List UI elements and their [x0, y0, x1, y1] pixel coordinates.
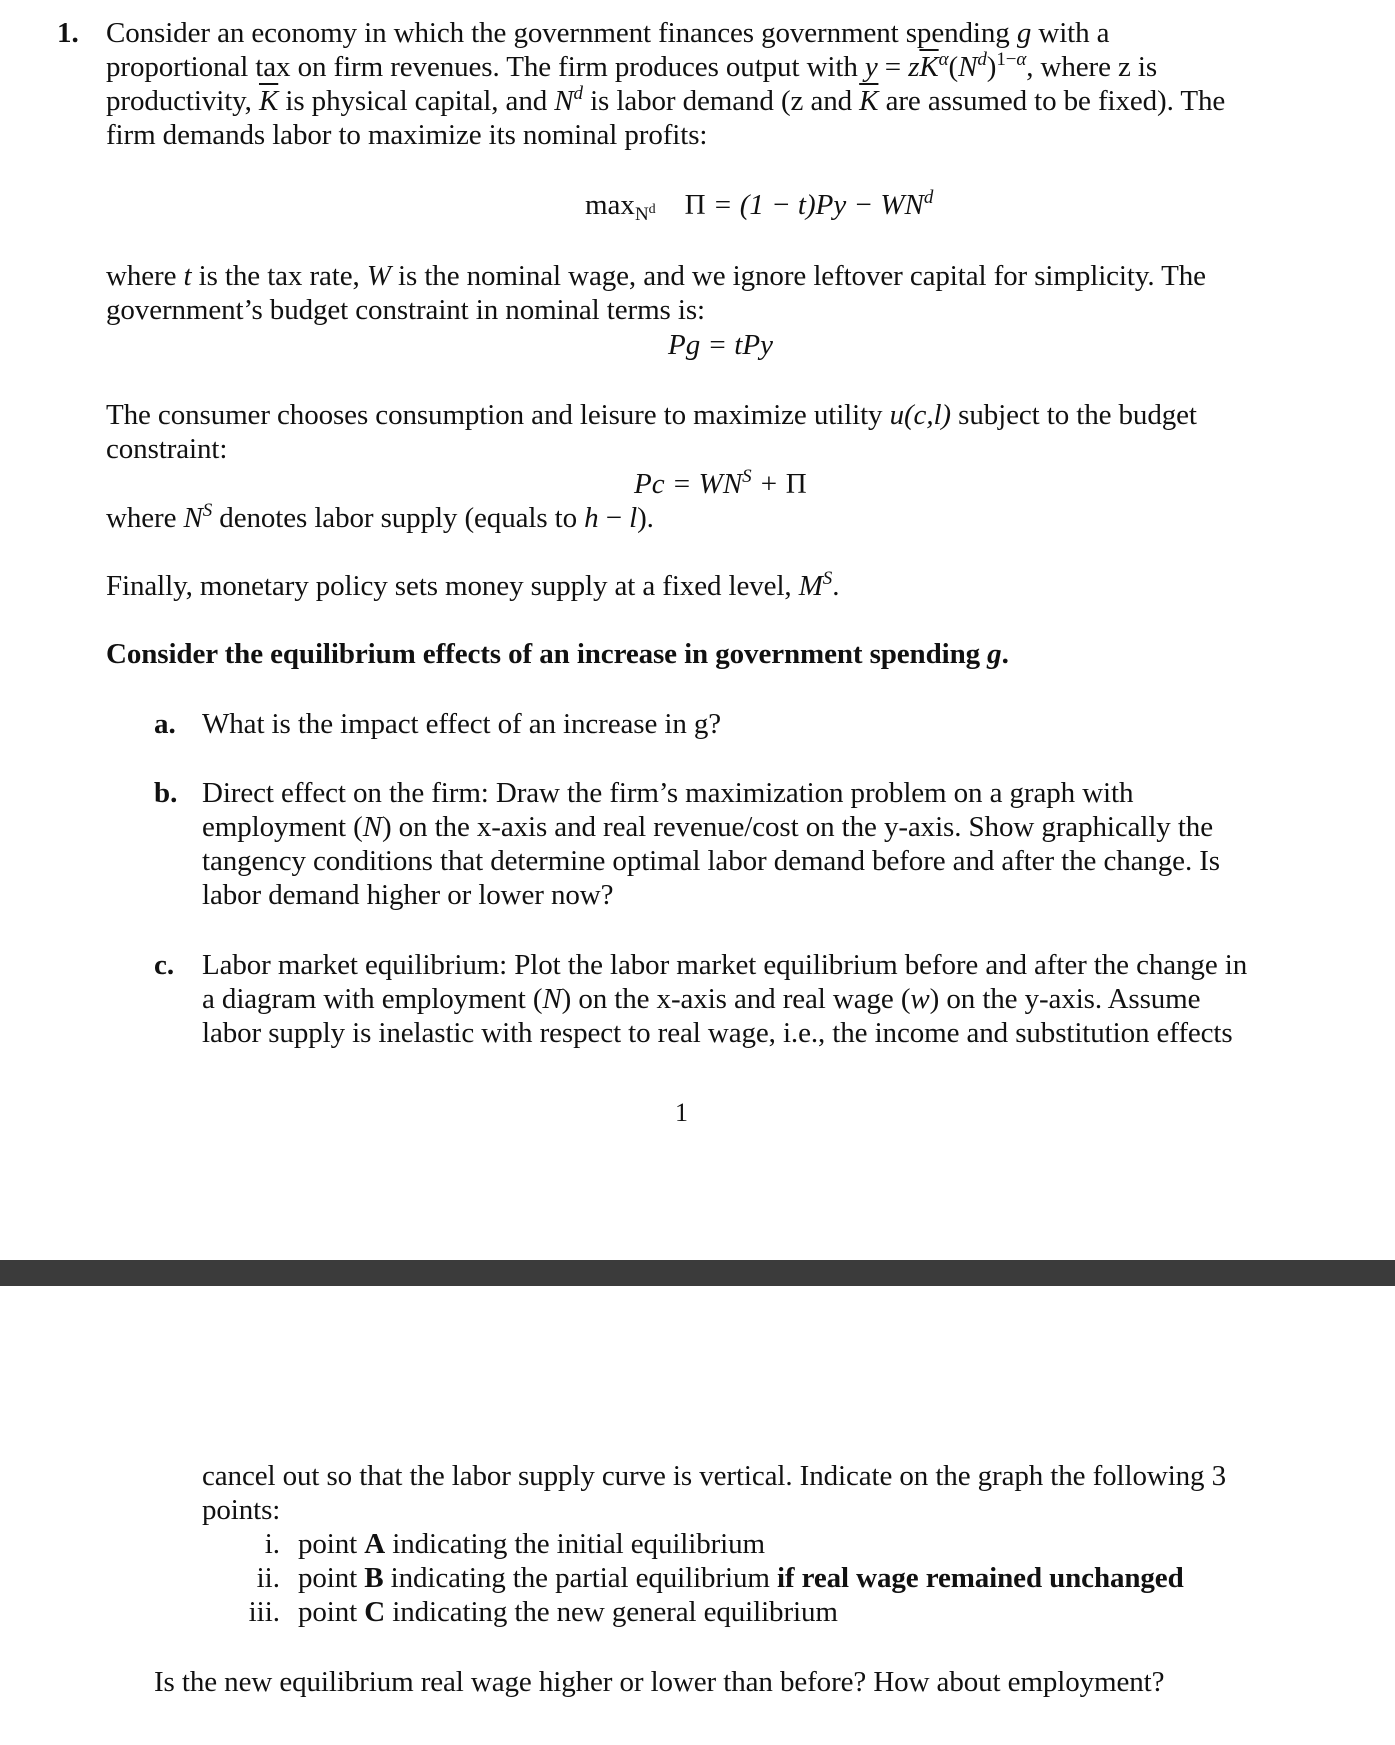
part-b-line-1: Direct effect on the firm: Draw the firm’s maximization problem on a graph with [202, 777, 1134, 809]
subitem-i-letter: A [364, 1528, 386, 1560]
after-profit-line-1: where t is the tax rate, W is the nominal wage, and we ignore leftover capital for simplicity. The [106, 260, 1206, 292]
page-number: 1 [675, 1098, 688, 1127]
subitem-ii-numeral: ii. [256, 1562, 280, 1594]
government-budget-equation: Pg = tPy [668, 329, 773, 361]
monetary-policy-line: Finally, monetary policy sets money supply at a fixed level, $M^S$. [106, 568, 840, 602]
bold-prompt: Consider the equilibrium effects of an increase in government spending g. [106, 638, 1009, 670]
part-a-label: a. [154, 708, 176, 740]
after-profit-line-2: government’s budget constraint in nominal terms is: [106, 294, 705, 326]
subitem-i-text [298, 1527, 765, 1562]
labor-supply-line: where $N^S$ denotes labor supply (equals to h − l). [106, 500, 654, 534]
intro-line-2: proportional tax on firm revenues. The firm produces output with $y = z\overline{K}^\alpha(N^d)^{1-\alpha}$, where z is [106, 49, 1158, 83]
part-c-line-3: labor supply is inelastic with respect to real wage, i.e., the income and substitution effects [202, 1017, 1233, 1049]
subitem-iii-numeral: iii. [248, 1596, 280, 1628]
part-c-continued-line-2: points: [202, 1494, 281, 1526]
subitem-iii-post: indicating the new general equilibrium [385, 1596, 838, 1628]
profit-equation: $\max_{N^d}$ $\Pi = (1 - t)Py - WN^d$ [585, 187, 934, 225]
consumer-line-1: The consumer chooses consumption and leisure to maximize utility u(c,l) subject to the budget [106, 399, 1197, 431]
subitem-ii-post: indicating the partial equilibrium [383, 1562, 777, 1594]
subitem-iii-text [298, 1595, 838, 1630]
subitem-i-post: indicating the initial equilibrium [385, 1528, 765, 1560]
part-b-label: b. [154, 777, 178, 809]
subitem-ii-bold-tail: if real wage remained unchanged [776, 1562, 1184, 1594]
closing-question: Is the new equilibrium real wage higher or lower than before? How about employment? [154, 1666, 1165, 1698]
page-2 [0, 1286, 1395, 1745]
subitem-iii-pre: point [298, 1596, 365, 1628]
consumer-line-2: constraint: [106, 433, 228, 465]
part-c-line-2: a diagram with employment (N) on the x-axis and real wage (w) on the y-axis. Assume [202, 983, 1201, 1015]
intro-line-4: firm demands labor to maximize its nominal profits: [106, 119, 708, 151]
part-a-text: What is the impact effect of an increase in g? [202, 708, 722, 740]
subitem-ii-pre: point [298, 1562, 365, 1594]
part-c-continued-line-1: cancel out so that the labor supply curve is vertical. Indicate on the graph the following 3 [202, 1460, 1227, 1492]
part-b-line-3: tangency conditions that determine optimal labor demand before and after the change. Is [202, 845, 1220, 877]
subitem-ii-letter: B [364, 1562, 384, 1594]
page-divider [0, 1260, 1395, 1286]
consumer-budget-equation: $Pc = WN^S + \Pi$ [634, 466, 807, 500]
part-b-line-4: labor demand higher or lower now? [202, 879, 614, 911]
intro-line-1-text: Consider an economy in which the government finances government spending g with a [106, 17, 1110, 49]
part-c-label: c. [154, 949, 175, 981]
part-b-line-2: employment (N) on the x-axis and real revenue/cost on the y-axis. Show graphically the [202, 811, 1213, 843]
part-c-line-1: Labor market equilibrium: Plot the labor market equilibrium before and after the change in [202, 949, 1248, 981]
question-number: 1. [57, 17, 79, 49]
intro-line-1 [106, 16, 1109, 51]
subitem-iii-letter: C [364, 1596, 386, 1628]
subitem-ii-text [298, 1561, 1184, 1596]
subitem-i-numeral: i. [264, 1528, 280, 1560]
subitem-i-pre: point [298, 1528, 365, 1560]
intro-line-3: productivity, $\overline{K}$ is physical capital, and $N^d$ is labor demand (z and $\overline{K}$ are assumed to be fixed). The [106, 83, 1226, 117]
